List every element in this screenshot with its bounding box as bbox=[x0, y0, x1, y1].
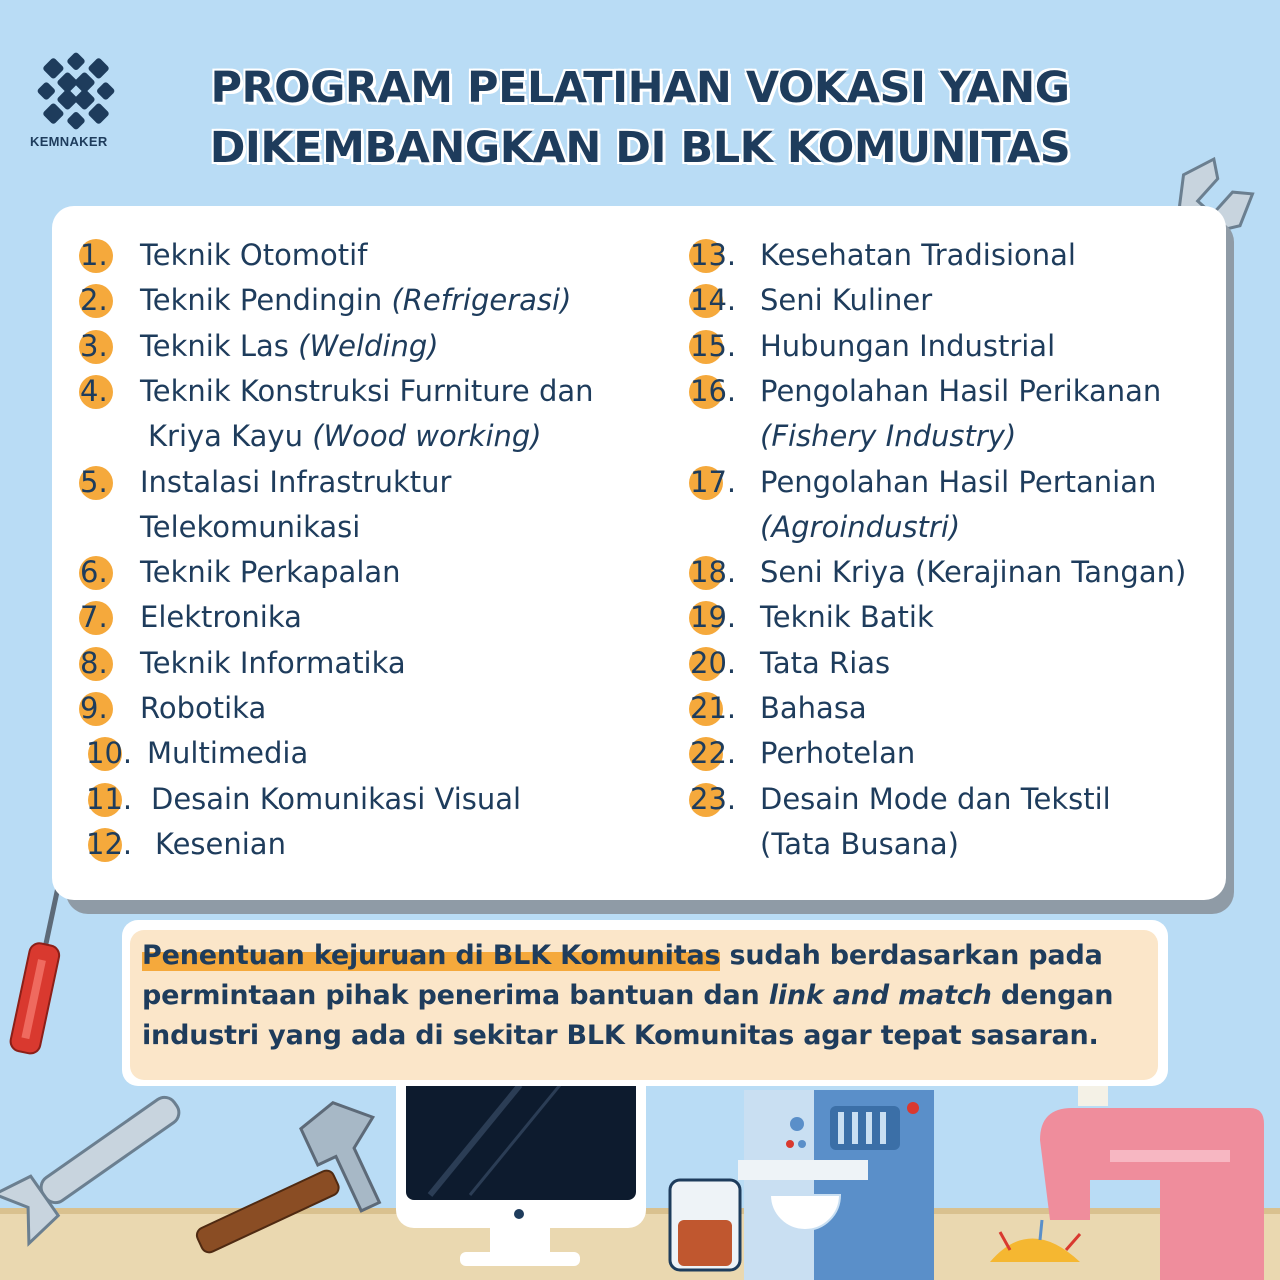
item-number: 23. bbox=[690, 781, 737, 816]
item-label-text: (Tata Busana) bbox=[760, 826, 959, 861]
item-label bbox=[760, 550, 1186, 594]
item-number: 5. bbox=[80, 464, 108, 499]
item-number: 17. bbox=[690, 464, 737, 499]
item-number: 15. bbox=[690, 328, 737, 363]
program-item bbox=[52, 595, 934, 639]
item-label-text: Teknik Perkapalan bbox=[140, 555, 401, 590]
item-label-text: Telekomunikasi bbox=[140, 509, 361, 544]
program-item bbox=[52, 460, 1157, 504]
note-line-3: industri yang ada di sekitar BLK Komunitas agar tepat sasaran. bbox=[142, 1020, 1099, 1051]
note-line-2 bbox=[142, 976, 1113, 1016]
page-title bbox=[140, 58, 1140, 178]
item-label-italic: (Wood working) bbox=[312, 419, 542, 454]
item-label-text: Desain Komunikasi Visual bbox=[151, 781, 522, 816]
item-label-text: Teknik Otomotif bbox=[140, 238, 368, 272]
note-line-1 bbox=[142, 936, 1103, 976]
item-label-text: Bahasa bbox=[760, 691, 867, 725]
item-label bbox=[760, 686, 867, 730]
item-label bbox=[760, 641, 890, 685]
item-number: 18. bbox=[690, 555, 737, 590]
item-number: 12. bbox=[86, 826, 133, 861]
title-line-1: PROGRAM PELATIHAN VOKASI YANG bbox=[210, 63, 1070, 113]
item-number: 7. bbox=[80, 600, 108, 635]
item-number: 6. bbox=[80, 555, 108, 590]
program-item-continued bbox=[52, 414, 1017, 458]
item-number: 10. bbox=[86, 736, 133, 771]
program-item bbox=[52, 369, 1162, 413]
note-line-2-a: permintaan pihak penerima bantuan dan bbox=[142, 980, 769, 1011]
program-item bbox=[52, 278, 933, 322]
item-label bbox=[760, 233, 1076, 277]
item-label bbox=[760, 595, 934, 639]
item-number: 2. bbox=[80, 283, 108, 318]
item-label bbox=[760, 777, 1111, 821]
item-label-text: Hubungan Industrial bbox=[760, 328, 1056, 363]
item-number: 1. bbox=[80, 238, 108, 272]
note-line-2-b: dengan bbox=[991, 980, 1114, 1011]
program-list-card bbox=[52, 206, 1226, 900]
item-number: 16. bbox=[690, 373, 737, 408]
item-label bbox=[760, 324, 1055, 368]
item-label-text: Seni Kuliner bbox=[760, 283, 933, 318]
program-item bbox=[52, 233, 1076, 277]
item-label-italic: (Welding) bbox=[298, 328, 439, 363]
item-label-text: Robotika bbox=[140, 691, 267, 725]
item-label bbox=[760, 278, 932, 322]
item-number: 8. bbox=[80, 645, 108, 680]
item-label-text: Teknik Konstruksi Furniture dan bbox=[140, 373, 594, 408]
item-label-text: Teknik Informatika bbox=[140, 645, 406, 680]
item-label-text: Seni Kriya (Kerajinan Tangan) bbox=[760, 555, 1187, 590]
item-number: 11. bbox=[86, 781, 133, 816]
program-item bbox=[52, 686, 867, 730]
item-label-italic: (Fishery Industry) bbox=[760, 419, 1017, 454]
item-number: 22. bbox=[690, 736, 737, 771]
item-label bbox=[760, 414, 1016, 458]
program-item bbox=[52, 324, 1056, 368]
item-label-text: Perhotelan bbox=[760, 736, 916, 771]
item-label-text: Kesehatan Tradisional bbox=[760, 238, 1076, 272]
item-label bbox=[760, 460, 1156, 504]
item-label-text: Pengolahan Hasil Pertanian bbox=[760, 464, 1157, 499]
item-label-text: Teknik Pendingin bbox=[140, 283, 392, 318]
item-number: 4. bbox=[80, 373, 108, 408]
item-label-italic: (Agroindustri) bbox=[760, 509, 961, 544]
logo-text: KEMNAKER bbox=[30, 134, 108, 149]
item-label bbox=[760, 731, 915, 775]
program-item bbox=[52, 641, 891, 685]
item-label-italic: (Refrigerasi) bbox=[391, 283, 572, 318]
note-line-1-rest: sudah berdasarkan pada bbox=[720, 940, 1103, 971]
item-label-text: Instalasi Infrastruktur bbox=[140, 464, 452, 499]
item-label-text: Teknik Las bbox=[140, 328, 299, 363]
item-label-text: Kesenian bbox=[155, 826, 286, 861]
item-label bbox=[760, 505, 960, 549]
program-item bbox=[52, 550, 1187, 594]
note-link-and-match: link and match bbox=[768, 980, 992, 1011]
item-number: 21. bbox=[690, 691, 737, 725]
item-number: 14. bbox=[690, 283, 737, 318]
item-number: 3. bbox=[80, 328, 108, 363]
item-label-text: Multimedia bbox=[147, 736, 309, 771]
item-label-text: Tata Rias bbox=[760, 645, 891, 680]
item-label-text: Desain Mode dan Tekstil bbox=[760, 781, 1111, 816]
program-item bbox=[52, 731, 916, 775]
item-number: 20. bbox=[690, 645, 737, 680]
program-item-continued bbox=[52, 505, 961, 549]
item-label-text: Teknik Batik bbox=[760, 600, 934, 635]
item-label-text: Kriya Kayu bbox=[148, 419, 313, 454]
item-label-text: Pengolahan Hasil Perikanan bbox=[760, 373, 1162, 408]
item-number: 9. bbox=[80, 691, 108, 725]
item-label-text: Elektronika bbox=[140, 600, 302, 635]
program-item-continued bbox=[52, 822, 959, 866]
item-number: 19. bbox=[690, 600, 737, 635]
item-label bbox=[760, 369, 1161, 413]
program-item bbox=[52, 777, 1111, 821]
coffee-machine-icon bbox=[670, 1090, 934, 1280]
note-highlight: Penentuan kejuruan di BLK Komunitas bbox=[142, 940, 721, 971]
item-number: 13. bbox=[690, 238, 737, 272]
item-label bbox=[760, 822, 959, 866]
title-line-2: DIKEMBANGKAN DI BLK KOMUNITAS bbox=[209, 123, 1071, 173]
